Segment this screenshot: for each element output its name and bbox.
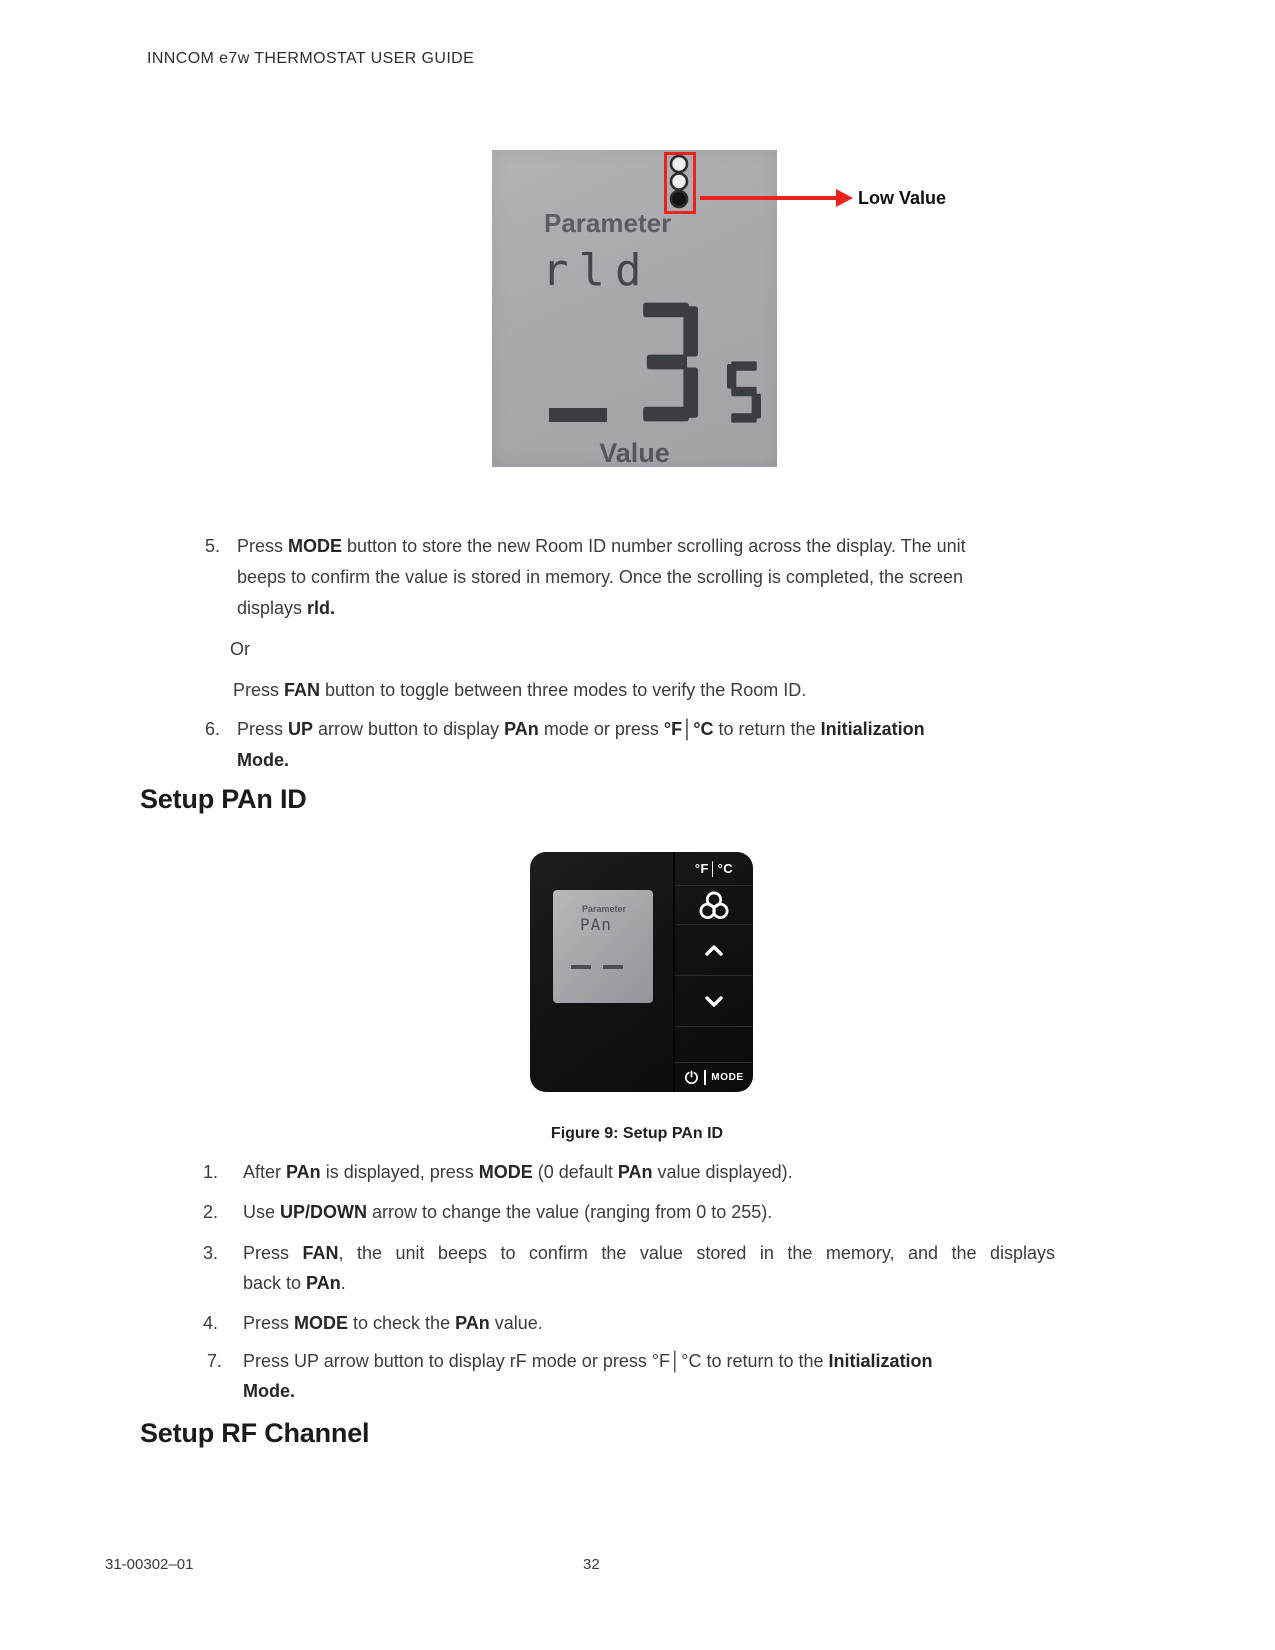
button-divider-bar	[704, 1070, 706, 1085]
mode-button-label: MODE	[711, 1072, 744, 1083]
step-7-number: 7.	[207, 1351, 223, 1371]
thermostat-button-column	[673, 852, 753, 1092]
callout-arrow-line	[700, 196, 837, 200]
up-arrow-button	[675, 925, 753, 976]
low-value-callout-label: Low Value	[858, 188, 947, 208]
lcd-parameter-value: rld	[542, 245, 652, 296]
segment-suffix-s	[727, 360, 761, 424]
section-heading-setup-pan-id: Setup PAn ID	[140, 784, 307, 814]
step-2-text: Use UP/DOWN arrow to change the value (ranging from 0 to 255).	[243, 1202, 773, 1222]
footer-doc-number: 31-00302–01	[105, 1556, 194, 1573]
thermostat-lcd-value-dashes	[571, 956, 623, 974]
lcd-parameter-label: Parameter	[544, 208, 672, 238]
thermostat-lcd-parameter-label: Parameter	[582, 904, 627, 914]
fan-icon	[698, 890, 730, 920]
down-chevron-icon	[699, 988, 729, 1014]
callout-rectangle	[664, 152, 696, 214]
step-3-text: Press FAN, the unit beeps to confirm the value stored in the memory, and the displays back to PAn.	[243, 1243, 1055, 1293]
temp-unit-label: °F│°C	[694, 861, 734, 876]
up-chevron-icon	[699, 937, 729, 963]
blank-button	[675, 1027, 753, 1063]
fan-button	[675, 886, 753, 925]
step-5-text: Press MODE button to store the new Room ID number scrolling across the display. The unit beeps to confirm the value is stored in memory. Once the scrolling is completed, the screen displays rld.	[237, 536, 966, 618]
segment-minus	[549, 408, 607, 422]
figure-thermostat-photo	[530, 852, 753, 1092]
step-3-number: 3.	[203, 1243, 219, 1263]
step-4-number: 4.	[203, 1313, 219, 1333]
section-heading-setup-rf-channel: Setup RF Channel	[140, 1418, 370, 1448]
temp-unit-button	[675, 852, 753, 886]
step-6-number: 6.	[205, 719, 221, 739]
thermostat-lcd-parameter-value: PAn	[580, 915, 612, 934]
step-7-text: Press UP arrow button to display rF mode or press °F│°C to return to the Initialization Mode.	[243, 1351, 933, 1401]
figure-9-caption: Figure 9: Setup PAn ID	[550, 1125, 724, 1142]
thermostat-lcd-screen	[553, 890, 653, 1003]
step-4-text: Press MODE to check the PAn value.	[243, 1313, 543, 1333]
lcd-value-label: Value	[599, 438, 670, 468]
page-header-title: INNCOM e7w THERMOSTAT USER GUIDE	[147, 50, 475, 67]
power-icon	[684, 1070, 699, 1085]
fan-note-text: Press FAN button to toggle between three modes to verify the Room ID.	[233, 680, 807, 700]
step-5-number: 5.	[205, 536, 221, 556]
down-arrow-button	[675, 976, 753, 1027]
power-mode-button	[675, 1063, 753, 1092]
step-6-text: Press UP arrow button to display PAn mode or press °F│°C to return the Initialization Mode.	[237, 719, 925, 770]
lcd-value-display	[549, 300, 761, 424]
step-2-number: 2.	[203, 1202, 219, 1222]
step-1-number: 1.	[203, 1162, 219, 1182]
or-text: Or	[230, 639, 250, 659]
footer-page-number: 32	[583, 1556, 600, 1573]
callout-arrow-head-icon	[836, 189, 853, 207]
step-1-text: After PAn is displayed, press MODE (0 default PAn value displayed).	[243, 1162, 793, 1182]
segment-digit-3	[634, 300, 698, 424]
